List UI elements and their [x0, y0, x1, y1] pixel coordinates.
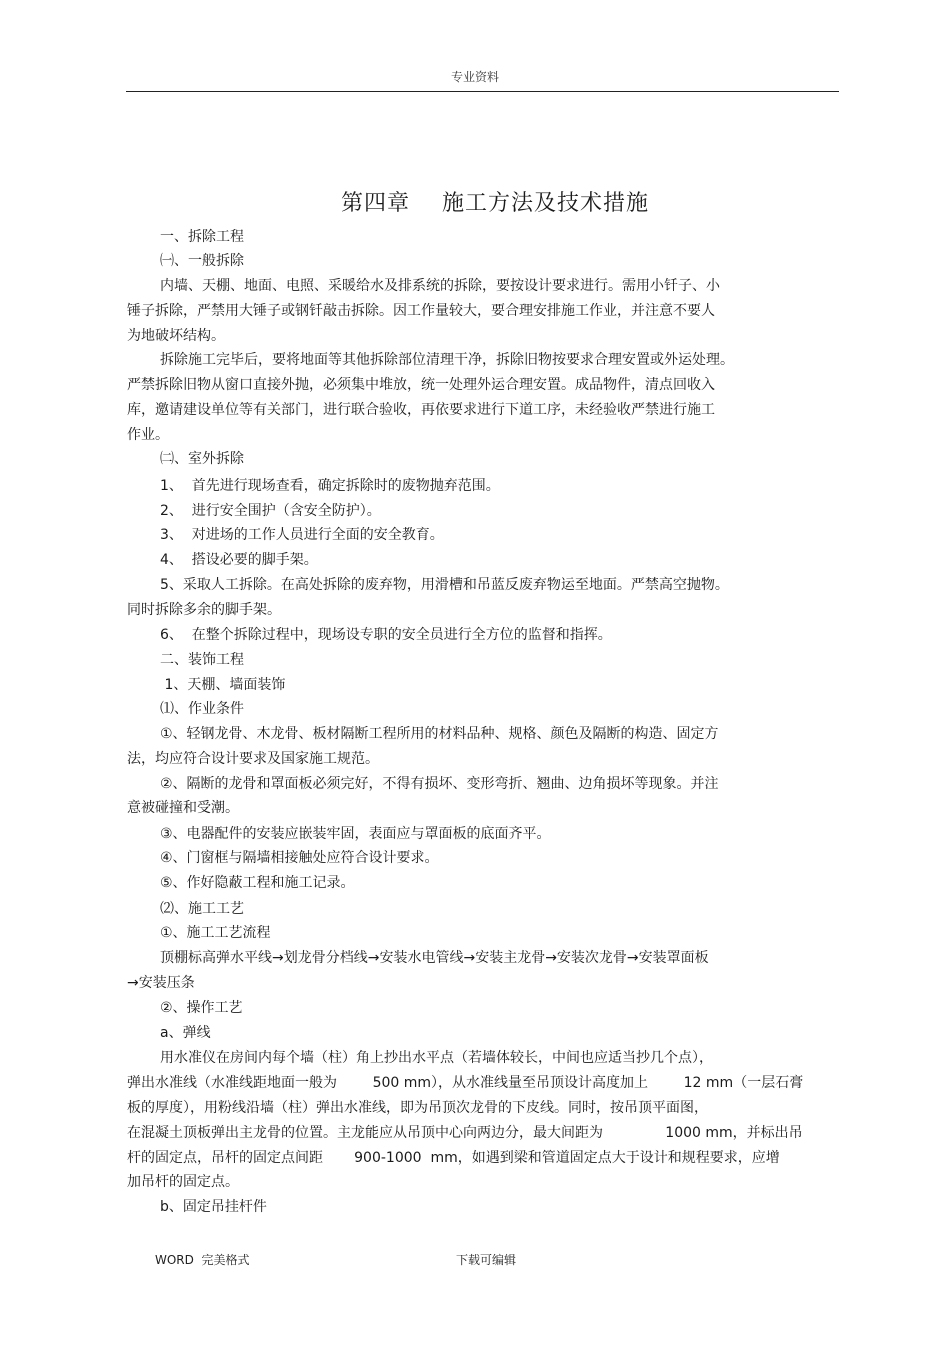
page-header: 专业资料: [450, 70, 499, 84]
body-line: 在混凝土顶板弹出主龙骨的位置。主龙能应从吊顶中心向两边分，最大间距为 1000 mm，并标出吊: [127, 1125, 803, 1141]
body-line: ②、操作工艺: [160, 1000, 243, 1016]
body-line: 作业。: [127, 427, 169, 443]
body-line: 内墙、天棚、地面、电照、采暖给水及排系统的拆除，要按设计要求进行。需用小钎子、小: [160, 278, 720, 294]
body-line: 一、拆除工程: [160, 229, 244, 245]
body-line: 同时拆除多余的脚手架。: [127, 602, 281, 618]
body-line: 1、天棚、墙面装饰: [160, 677, 286, 693]
body-line: ⑵、施工工艺: [160, 901, 244, 917]
body-line: 1、 首先进行现场查看，确定拆除时的废物抛弃范围。: [160, 478, 500, 494]
body-line: ④、门窗框与隔墙相接触处应符合设计要求。: [160, 850, 439, 866]
body-line: 2、 进行安全围护（含安全防护）。: [160, 503, 381, 519]
body-line: a、弹线: [160, 1025, 211, 1041]
body-line: ②、隔断的龙骨和罩面板必须完好，不得有损坏、变形弯折、翘曲、边角损坏等现象。并注: [160, 776, 719, 792]
body-line: 严禁拆除旧物从窗口直接外抛，必须集中堆放，统一处理外运合理安置。成品物件，清点回收入: [127, 377, 715, 393]
body-line: ⑤、作好隐蔽工程和施工记录。: [160, 875, 355, 891]
body-line: 6、 在整个拆除过程中，现场设专职的安全员进行全方位的监督和指挥。: [160, 627, 612, 643]
body-line: 弹出水准线（水准线距地面一般为 500 mm），从水准线量至吊顶设计高度加上 12 mm（一层石膏: [127, 1075, 804, 1091]
body-line: 用水准仪在房间内每个墙（柱）角上抄出水平点（若墙体较长，中间也应适当抄几个点），: [160, 1050, 713, 1066]
body-line: 法，均应符合设计要求及国家施工规范。: [127, 751, 379, 767]
body-line: 锤子拆除，严禁用大锤子或钢钎敲击拆除。因工作量较大，要合理安排施工作业，并注意不要人: [127, 303, 715, 319]
body-line: →安装压条: [127, 975, 195, 991]
body-line: 意被碰撞和受潮。: [127, 800, 239, 816]
body-line: b、固定吊挂杆件: [160, 1199, 267, 1215]
body-line: 杆的固定点，吊杆的固定点间距 900-1000 mm，如遇到梁和管道固定点大于设计和规程要求，应增: [127, 1150, 780, 1166]
body-line: 5、采取人工拆除。在高处拆除的废弃物，用滑槽和吊蓝反废弃物运至地面。严禁高空抛物。: [160, 577, 729, 593]
header-divider: [126, 91, 839, 92]
footer-left-text: WORD 完美格式: [155, 1253, 250, 1267]
body-line: 顶棚标高弹水平线→划龙骨分档线→安装水电管线→安装主龙骨→安装次龙骨→安装罩面板: [160, 950, 709, 966]
body-line: 3、 对进场的工作人员进行全面的安全教育。: [160, 527, 444, 543]
body-line: ①、轻钢龙骨、木龙骨、板材隔断工程所用的材料品种、规格、颜色及隔断的构造、固定方: [160, 726, 719, 742]
chapter-title: 第四章 施工方法及技术措施: [341, 191, 649, 216]
body-line: 板的厚度），用粉线沿墙（柱）弹出水准线，即为吊顶次龙骨的下皮线。同时，按吊顶平面图，: [127, 1100, 708, 1116]
body-line: ㈠、一般拆除: [160, 253, 244, 269]
body-line: ③、电器配件的安装应嵌装牢固，表面应与罩面板的底面齐平。: [160, 826, 551, 842]
footer-right-text: 下载可编辑: [456, 1253, 517, 1267]
body-line: 库，邀请建设单位等有关部门，进行联合验收，再依要求进行下道工序，未经验收严禁进行施工: [127, 402, 715, 418]
body-line: 二、装饰工程: [160, 652, 244, 668]
body-line: 加吊杆的固定点。: [127, 1174, 239, 1190]
body-line: 为地破坏结构。: [127, 328, 225, 344]
body-line: ㈡、室外拆除: [160, 451, 244, 467]
body-line: 拆除施工完毕后，要将地面等其他拆除部位清理干净，拆除旧物按要求合理安置或外运处理。: [160, 352, 734, 368]
body-line: ⑴、作业条件: [160, 701, 244, 717]
body-line: 4、 搭设必要的脚手架。: [160, 552, 318, 568]
body-line: ①、施工工艺流程: [160, 925, 271, 941]
